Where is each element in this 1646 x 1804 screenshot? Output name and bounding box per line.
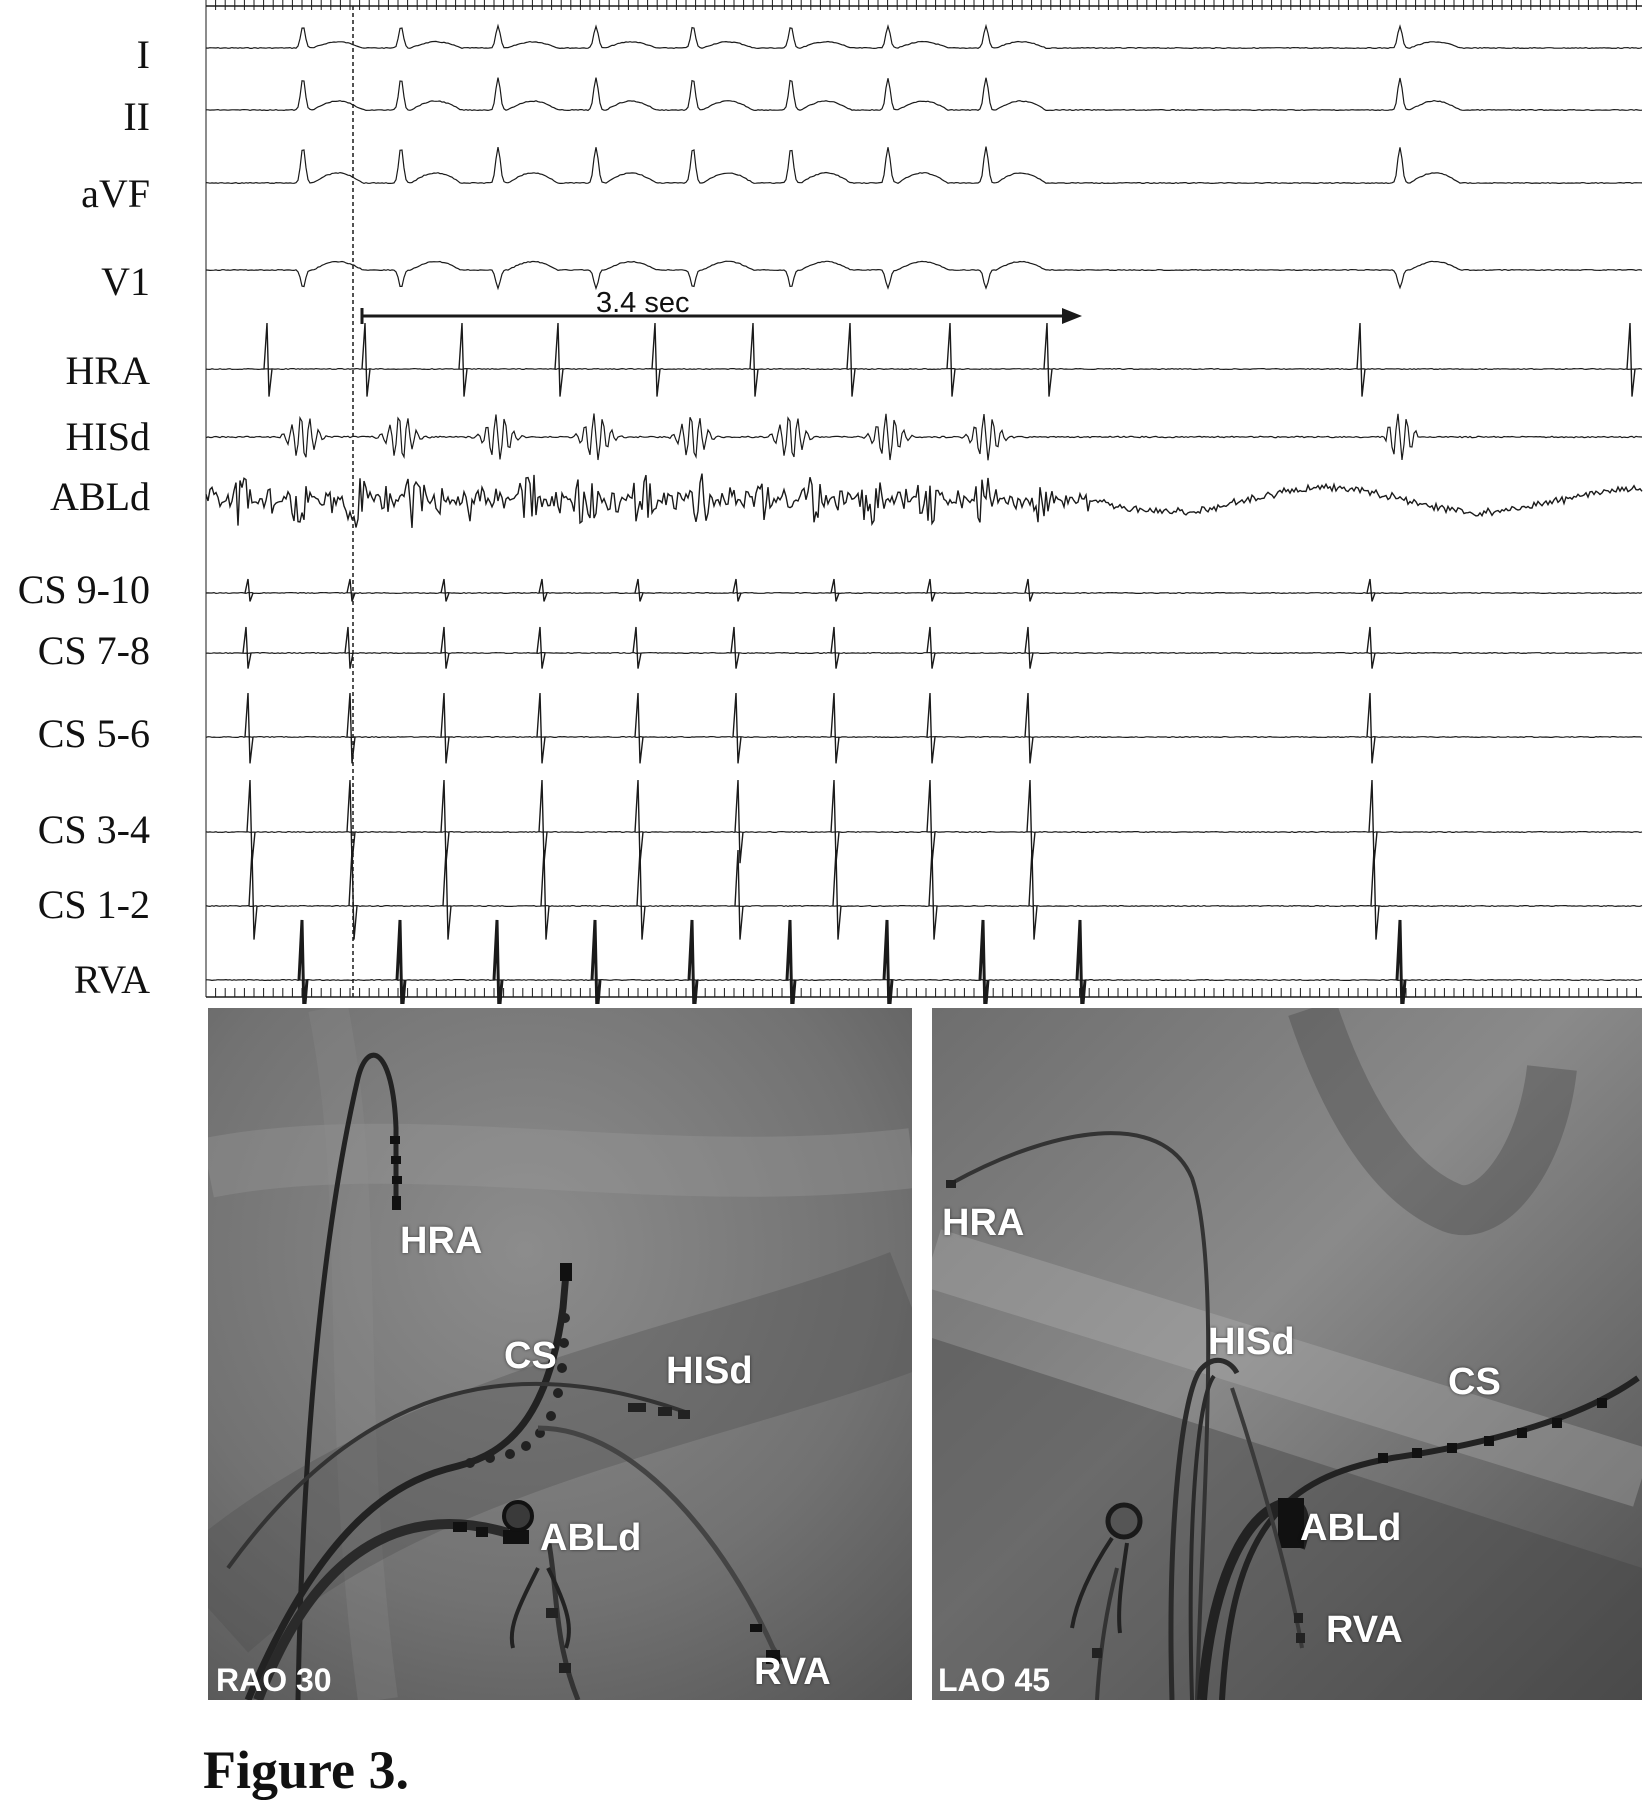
deflection-CS56 xyxy=(1025,693,1033,763)
lead-label-aVF: aVF xyxy=(81,171,150,216)
trace-CS910 xyxy=(206,593,1642,594)
deflection-HRA xyxy=(652,323,660,397)
lao-label-hra: HRA xyxy=(942,1202,1025,1244)
deflection-CS910 xyxy=(539,579,547,601)
deflection-RVA xyxy=(494,920,502,1004)
deflection-CS910 xyxy=(441,579,449,601)
trace-HRA xyxy=(206,369,1642,370)
lead-label-ABLd: ABLd xyxy=(50,474,150,519)
lao-label-cs: CS xyxy=(1448,1361,1501,1403)
trace-II xyxy=(206,78,1642,111)
lead-label-I: I xyxy=(136,32,150,77)
trace-V1 xyxy=(206,261,1642,288)
deflection-RVA xyxy=(1397,920,1405,1004)
deflection-RVA xyxy=(1077,920,1085,1004)
lead-label-CS910: CS 9-10 xyxy=(17,567,150,612)
deflection-CS34 xyxy=(539,780,547,863)
deflection-CS56 xyxy=(441,693,449,763)
interval-arrow xyxy=(362,308,1082,324)
rao-label-hisd: HISd xyxy=(666,1350,753,1392)
trace-CS34 xyxy=(206,832,1642,833)
interval-arrow-head xyxy=(1062,308,1082,324)
trace-lines xyxy=(206,26,1642,1004)
deflection-CS12 xyxy=(735,850,743,940)
deflection-CS910 xyxy=(245,579,253,601)
deflection-CS56 xyxy=(537,693,545,763)
lead-label-V1: V1 xyxy=(101,259,150,304)
deflection-CS910 xyxy=(1367,579,1375,601)
deflection-CS910 xyxy=(1025,579,1033,601)
deflection-CS12 xyxy=(929,850,937,940)
deflection-CS78 xyxy=(243,627,251,669)
fluoroscopy-lao-panel xyxy=(932,1008,1642,1700)
deflection-CS34 xyxy=(347,780,355,863)
deflection-RVA xyxy=(884,920,892,1004)
deflection-HRA xyxy=(362,323,370,397)
deflection-CS12 xyxy=(349,850,357,940)
deflection-CS56 xyxy=(1367,693,1375,763)
deflection-HRA xyxy=(555,323,563,397)
deflection-CS78 xyxy=(345,627,353,669)
deflection-HRA xyxy=(1357,323,1365,397)
deflection-CS78 xyxy=(633,627,641,669)
deflection-RVA xyxy=(689,920,697,1004)
deflection-HRA xyxy=(264,323,272,397)
deflection-HRA xyxy=(750,323,758,397)
deflection-CS910 xyxy=(831,579,839,601)
deflection-CS34 xyxy=(735,780,743,863)
deflection-CS34 xyxy=(441,780,449,863)
deflection-CS34 xyxy=(1369,780,1377,863)
deflection-CS34 xyxy=(1027,780,1035,863)
deflection-RVA xyxy=(299,920,307,1004)
trace-CS56 xyxy=(206,737,1642,738)
deflection-CS910 xyxy=(635,579,643,601)
deflection-HRA xyxy=(1044,323,1052,397)
deflection-CS34 xyxy=(831,780,839,863)
lead-label-CS34: CS 3-4 xyxy=(37,807,150,852)
rao-fluoro-image xyxy=(208,1008,912,1700)
deflection-CS78 xyxy=(731,627,739,669)
trace-CS12 xyxy=(206,906,1642,907)
deflection-RVA xyxy=(980,920,988,1004)
deflection-CS12 xyxy=(1029,850,1037,940)
deflection-CS12 xyxy=(833,850,841,940)
rao-label-abld: ABLd xyxy=(540,1517,642,1559)
trace-HISd xyxy=(206,414,1642,461)
lao-label-hisd: HISd xyxy=(1208,1321,1295,1363)
deflection-CS78 xyxy=(441,627,449,669)
deflection-CS910 xyxy=(733,579,741,601)
fluoroscopy-rao-panel xyxy=(208,1008,912,1700)
trace-ABLd xyxy=(206,474,1642,528)
deflection-CS78 xyxy=(831,627,839,669)
lao-label-rva: RVA xyxy=(1326,1609,1403,1651)
deflection-CS56 xyxy=(733,693,741,763)
lao-view-label: LAO 45 xyxy=(938,1662,1051,1698)
rao-label-rva: RVA xyxy=(754,1651,831,1693)
deflection-CS56 xyxy=(635,693,643,763)
lead-label-HRA: HRA xyxy=(65,348,150,393)
deflection-CS34 xyxy=(247,780,255,863)
lao-label-abld: ABLd xyxy=(1300,1507,1402,1549)
lead-label-HISd: HISd xyxy=(65,414,150,459)
deflection-CS78 xyxy=(1367,627,1375,669)
deflection-CS34 xyxy=(635,780,643,863)
deflection-HRA xyxy=(1627,323,1635,397)
deflection-CS910 xyxy=(347,579,355,601)
lead-label-II: II xyxy=(123,94,150,139)
trace-CS78 xyxy=(206,653,1642,654)
deflection-CS12 xyxy=(637,850,645,940)
deflection-CS12 xyxy=(1371,850,1379,940)
deflection-CS910 xyxy=(927,579,935,601)
figure-caption: Figure 3. xyxy=(203,1740,409,1800)
rao-view-label: RAO 30 xyxy=(216,1662,332,1698)
deflection-HRA xyxy=(847,323,855,397)
lead-label-CS12: CS 1-2 xyxy=(37,882,150,927)
trace-RVA xyxy=(206,980,1642,981)
trace-I xyxy=(206,26,1642,49)
deflection-CS56 xyxy=(245,693,253,763)
deflection-RVA xyxy=(592,920,600,1004)
deflection-CS56 xyxy=(831,693,839,763)
deflection-CS56 xyxy=(347,693,355,763)
deflection-CS78 xyxy=(537,627,545,669)
deflection-CS56 xyxy=(927,693,935,763)
lead-label-CS78: CS 7-8 xyxy=(37,628,150,673)
deflection-CS12 xyxy=(249,850,257,940)
deflection-CS78 xyxy=(1025,627,1033,669)
deflection-CS12 xyxy=(541,850,549,940)
deflection-CS34 xyxy=(927,780,935,863)
deflection-HRA xyxy=(947,323,955,397)
deflection-HRA xyxy=(459,323,467,397)
rao-label-cs: CS xyxy=(504,1335,557,1377)
deflection-CS78 xyxy=(927,627,935,669)
lead-label-RVA: RVA xyxy=(73,957,150,1002)
interval-annotation: 3.4 sec xyxy=(596,287,690,319)
deflection-CS12 xyxy=(443,850,451,940)
rao-label-hra: HRA xyxy=(400,1220,483,1262)
trace-aVF xyxy=(206,147,1642,184)
deflection-RVA xyxy=(787,920,795,1004)
lead-label-CS56: CS 5-6 xyxy=(37,711,150,756)
